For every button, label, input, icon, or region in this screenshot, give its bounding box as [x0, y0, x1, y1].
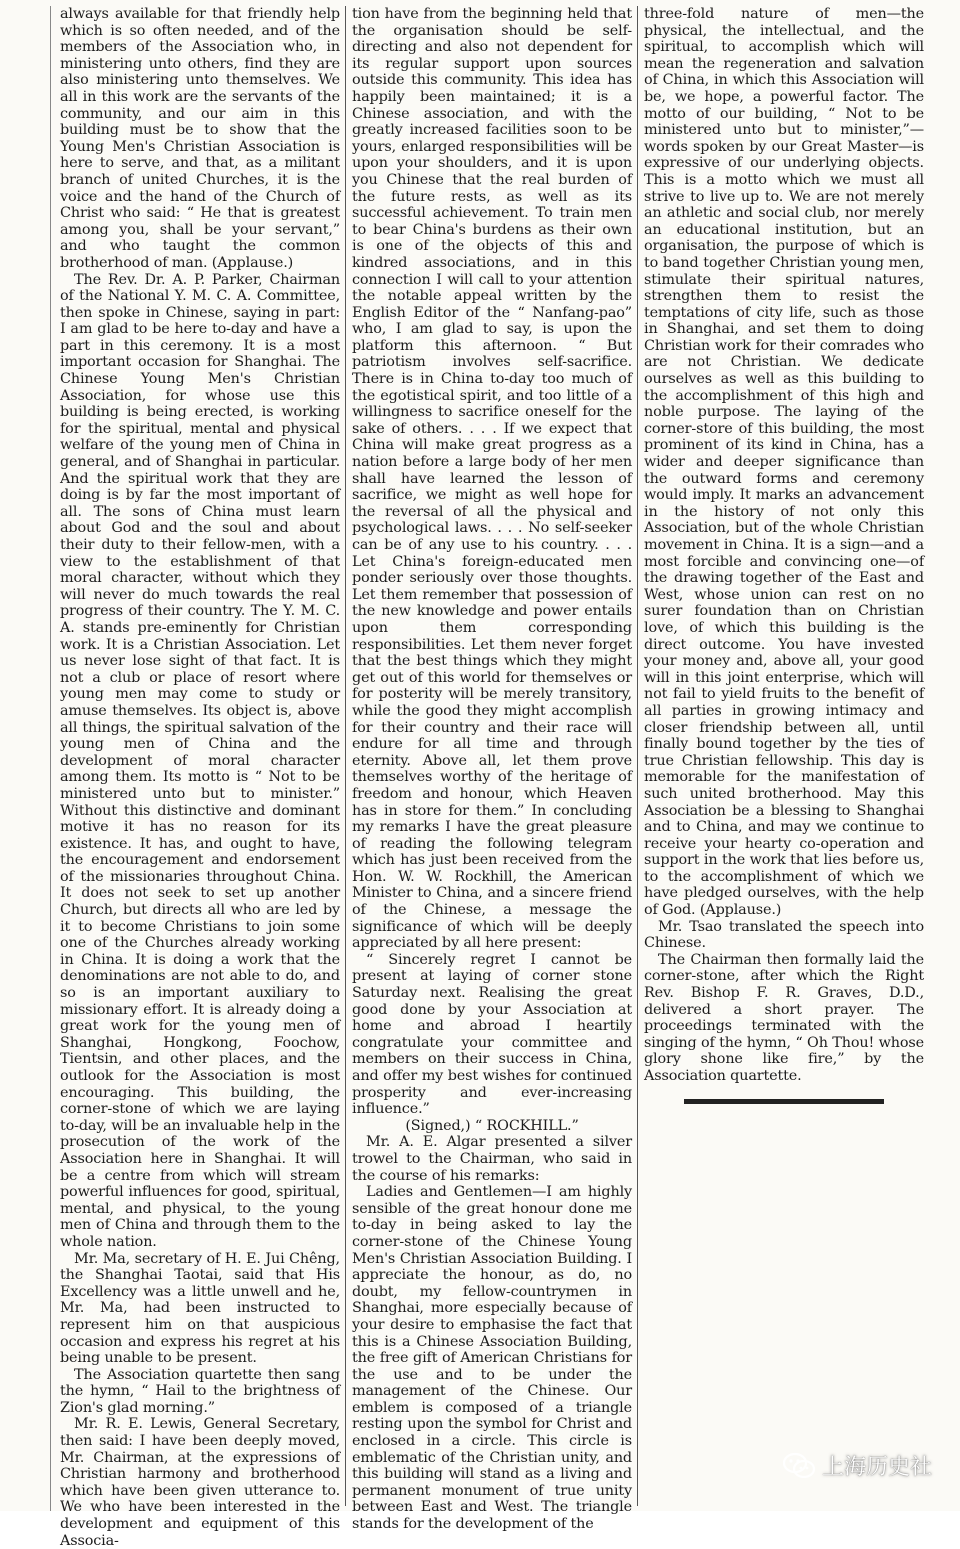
paragraph: The Chairman then formally laid the corner-stone, after which the Right Rev. Bishop F. R. Graves, D.D., delivered a short prayer. The proceedings terminated with the singing of the hymn, “ Oh Thou! whose glory shone like fire,” by the Association quartette.	[644, 951, 924, 1084]
column-1	[60, 6, 340, 1549]
paragraph: always available for that friendly help which is so often needed, and of the members of the Association who, in ministering unto others, find they are also ministering unto themselves. We all in this work are the servants of the community, and our aim in this building must be to show that the Young Men's Christian Association is here to serve, and that, as a militant branch of united Churches, it is the voice and the hand of the Church of Christ who said: “ He that is greatest among you, shall be your servant,” and who taught the common brotherhood of man. (Applause.)	[60, 6, 340, 271]
paragraph: three-fold nature of men—the physical, the intellectual, and the spiritual, to accomplish which will mean the regeneration and salvation of China, in which this Association will be, we hope, a powerful factor. The motto of our building, “ Not to be ministered unto but to minister,”—words spoken by our Great Master—is expressive of our underlying objects. This is a motto which we must all strive to live up to. We are not merely an athletic and social club, nor merely an educational institution, but an organisation, the purpose of which is to band together Christian young men, stimulate their spiritual natures, strengthen them to resist the temptations of city life, such as those in Shanghai, and set them to doing Christian work for their comrades who are not Christian. We dedicate ourselves as well as this building to the accomplishment of this high and noble purpose. The laying of the corner-store of this building, the most prominent of its kind in China, has a wider and deeper significance than the outward forms and ceremony would imply. It marks an advancement in the history of not only this Association, but of the whole Christian movement in China. It is a sign—and a most forcible and convincing one—of the drawing together of the East and West, whose union can rest on no surer foundation than on Christian love, of which this building is the direct outcome. You have invested your money and, above all, your good will in this joint enterprise, which will not fail to yield fruits to the benefit of all parties in growing intimacy and closer friendship between all, until finally bound together by the ties of true Christian fellowship. This day is memorable for the manifestation of such united brotherhood. May this Association be a blessing to Shanghai and to China, and may we continue to receive your hearty co-operation and support in the work that lies before us, to the accomplishment of which we have pledged ourselves, with the help of God. (Applause.)	[644, 6, 924, 919]
column-divider-2	[637, 6, 638, 1506]
paragraph: Ladies and Gentlemen—I am highly sensible of the great honour done me to-day in being asked to lay the corner-stone of the Chinese Young Men's Christian Association Building. I appreciate the honour, as do, no doubt, my fellow-countrymen in Shanghai, more especially because of your desire to emphasise the fact that this is a Chinese Association Building, the free gift of American Christians for the use and to be under the management of the Chinese. Our emblem is composed of a triangle resting upon the symbol for Christ and enclosed in a circle. This circle is emblematic of the Christian unity, and this building will stand as a living and permanent monument of true unity between East and West. The triangle stands for the development of the	[352, 1184, 632, 1533]
telegram-signature: (Signed,) “ ROCKHILL.”	[405, 1117, 579, 1134]
watermark-text: 上海历史社	[821, 1455, 932, 1480]
column-3	[644, 6, 924, 1104]
column-2	[352, 6, 632, 1533]
paragraph: Mr. R. E. Lewis, General Secretary, then said: I have been deeply moved, Mr. Chairman, at the expressions of Christian harmony and brotherhood which have been given utterance to. We who have been interested in the development and equipment of this Associa-	[60, 1416, 340, 1549]
paragraph: Mr. A. E. Algar presented a silver trowel to the Chairman, who said in the course of his remarks:	[352, 1134, 632, 1184]
article-end-rule	[684, 1099, 884, 1104]
wechat-logo-icon	[782, 1452, 816, 1480]
column-divider-1	[345, 6, 346, 1506]
paragraph: Mr. Tsao translated the speech into Chinese.	[644, 918, 924, 952]
paragraph: tion have from the beginning held that the organisation should be self-directing and also not dependent for its regular support upon sources outside this community. This idea has happily been maintained; it is a Chinese association, and with the greatly increased facilities soon to be yours, enlarged responsibilities will be upon your shoulders, and it is upon you Chinese that the real burden of the future rests, as well as its successful achievement. To train men to bear China's burdens as their own is one of the objects of this and kindred associations, and in this connection I will call to your attention the notable appeal written by the English Editor of the “ Nanfang-pao” who, I am glad to say, is upon the platform this afternoon. “ But patriotism involves self-sacrifice. There is in China to-day too much of the egotistical spirit, and too little of a willingness to sacrifice oneself for the sake of others. . . . If we expect that China will make great progress as a nation before a large body of her men shall have learned the lesson of sacrifice, we might as well hope for the reversal of all the physical and psychological laws. . . . No self-seeker can be of any use to his country. . . . Let China's foreign-educated men ponder seriously over those thoughts. Let them remember that possession of the new knowledge and power entails upon them corresponding responsibilities. Let them never forget that the best things which they might get out of this world for themselves or for posterity will be merely transitory, while the good they might accomplish for their country and their race will endure for all time and through eternity. Above all, let them prove themselves worthy of the heritage of freedom and honour, which Heaven has in store for them.” In concluding my remarks I have the great pleasure of reading the following telegram which has just been received from the Hon. W. W. Rockhill, the American Minister to China, and a sincere friend of the Chinese, a message the significance of which will be deeply appreciated by all here present:	[352, 6, 632, 952]
paragraph: The Association quartette then sang the hymn, “ Hail to the brightness of Zion's glad morning.”	[60, 1366, 340, 1416]
left-margin-rule	[50, 6, 51, 1511]
paragraph: Mr. Ma, secretary of H. E. Jui Chêng, the Shanghai Taotai, said that His Excellency was a little unwell and he, Mr. Ma, had been instructed to represent him on that auspicious occasion and express his regret at his being unable to be present.	[60, 1250, 340, 1367]
telegram-quote: “ Sincerely regret I cannot be present at laying of corner stone Saturday next. Realising the great good done by your Association at home and abroad I heartily congratulate your committee and members on their success in China, and offer my best wishes for continued prosperity and ever-increasing influence.”	[352, 951, 632, 1118]
paragraph: The Rev. Dr. A. P. Parker, Chairman of the National Y. M. C. A. Committee, then spoke in Chinese, saying in part: I am glad to be here to-day and have a part in this ceremony. It is a most important occasion for Shanghai. The Chinese Young Men's Christian Association, for whose use this building is being erected, is working for the spiritual, mental and physical welfare of the young men of China in general, and of Shanghai in particular. And the spiritual work that they are doing is by far the most important of all. The sons of China must learn about God and the soul and about their duty to their fellow-men, with a view to the establishment of that moral character, without which they will never do much towards the real progress of their country. The Y. M. C. A. stands pre-eminently for Christian work. It is a Christian Association. Let us never lose sight of that fact. It is not a club or place of resort where young men may come to study or amuse themselves. Its object is, above all things, the spiritual salvation of the young men of China and the development of moral character among them. Its motto is “ Not to be ministered unto but to minister.” Without this distinctive and dominant motive it has no reason for its existence. It has, and ought to have, the encouragement and endorsement of the missionaries throughout China. It does not seek to set up another Church, but directs all who are led by it to become Christians to join some one of the Churches already working in China. It is doing a work that the denominations are not able to do, and so is an important auxiliary to missionary effort. It is already doing a great work for the young men of Shanghai, Hongkong, Foochow, Tientsin, and other places, and the outlook for the Association is most encouraging. This building, the corner-stone of which we are laying to-day, will be an invaluable help in the prosecution of the work of the Association here in Shanghai. It will be a centre from which will stream powerful influences for good, spiritual, mental, and physical, to the young men of China and through them to the whole nation.	[60, 271, 340, 1250]
watermark	[782, 1450, 932, 1481]
